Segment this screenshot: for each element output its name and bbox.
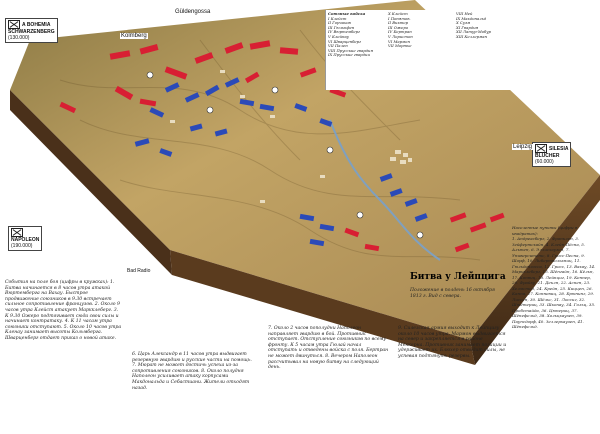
place-label: Leipzig — [513, 144, 533, 150]
legend-french-item: VIII Ней — [456, 11, 473, 16]
legend-french-item: VII Мортье — [388, 43, 412, 49]
legend-allied-item: IX Прусские гвардии — [328, 52, 370, 58]
map-subtitle: Положение в полдень 16 октября 1813 г. Вид с севера. — [410, 288, 495, 299]
legend-allied-item: II Горчаков — [328, 20, 351, 26]
events-column-4: 9. Силезская армия выходит к Лейпцигу около 10 часов утра. Мармон выдвигается на север и закрепляется в районе Мёккерна. Противник занимает позиции и удерживает их. Блюхер отводит силы, не успевая подтянуть резервы. — [398, 326, 507, 359]
army-name: NAPOLEON — [11, 237, 40, 243]
legend-places-title: Населенные пункты (цифры в квадратах): — [512, 225, 578, 236]
army-strength: (190.000) — [11, 243, 33, 249]
legend-allied-item: VII Пален — [328, 43, 348, 49]
legend-allied — [328, 12, 386, 58]
legend-french-item: X Клейст — [388, 11, 408, 16]
legend-units — [325, 10, 600, 90]
army-strength: (130.000) — [8, 35, 30, 41]
legend-allied-title: Союзные войска — [328, 11, 366, 16]
legend-french-item: V Лористон — [388, 33, 413, 39]
legend-allied-item: VI Шварценберг — [328, 38, 361, 44]
army-flag-icon — [8, 20, 20, 29]
place-label: Güldengossa — [175, 9, 211, 15]
legend-french-item: XI Гвардия — [456, 24, 479, 30]
army-name: SILESIA — [549, 145, 569, 152]
legend-french-item: XII Латур-Мобур — [456, 29, 491, 35]
legend-french-item: III Ожеро — [388, 24, 409, 30]
legend-french-item: IV Бертран — [388, 29, 412, 35]
legend-french-item: XIII Келлерман — [456, 33, 488, 39]
legend-french-item: VI Мармон — [388, 38, 410, 44]
army-commander: BLÜCHER — [535, 153, 560, 159]
army-label-napoleon — [8, 226, 42, 251]
legend-places — [512, 225, 598, 330]
legend-allied-item: III Гюльпфен — [328, 24, 355, 30]
army-label-bohemia — [5, 18, 58, 43]
legend-french-item: II Виктор — [388, 20, 409, 26]
place-label: Kolmberg — [121, 33, 147, 39]
army-flag-icon — [535, 144, 547, 153]
map-title: Битва у Лейпцига — [410, 272, 506, 282]
events-column-1: События на поле боя (цифры в кружках): 1. Битва начинается в 8 часов утра атакой Вюртемберга на Вахау. Быстрое продвижение союзников в 9.30 встречает сильное сопротивление французов. 2. Около 9 часов утра Клейст атакует Маркклеберг. 3. К 9.30 Ожеро подтягивает сюда свои силы и начинает контратаку. 4. К 11 часам утра союзники отступают. 5. Около 10 часов утра Кленау занимает высоты Кольмберга. Шварценберг отдает приказ о новой атаке. — [5, 280, 122, 341]
army-commander: SCHWARZENBERG — [8, 29, 55, 35]
legend-french-item: I Понятов. — [388, 15, 411, 21]
legend-french — [388, 12, 444, 49]
legend-french-item: IX Макдональд — [456, 15, 487, 21]
legend-allied-item: I Клейст — [328, 15, 347, 21]
legend-french-item: X Суэм — [456, 20, 471, 26]
army-strength: (60.000) — [535, 159, 554, 165]
place-label: Bad Radio — [127, 268, 151, 274]
legend-allied-item: VIII Прусские гвардия — [328, 47, 374, 53]
legend-allied-item: V Клейнау — [328, 33, 349, 39]
events-column-3: 7. Около 2 часов пополудни Наполеон направляет гвардию в бой. Противник отступает. Отступление союзников по всему фронту. К 5 часам утра Гюлай начал отступать и отведены войска с поля. Бертран не может двинуться. 8. Вечером Наполеон рассчитывал на новую битву на следующий день. — [268, 326, 389, 371]
legend-french-right — [456, 12, 516, 40]
legend-allied-item: IV Вюртемберг — [328, 29, 360, 35]
legend-allied-list — [328, 17, 386, 58]
legend-places-list: 1. Андреасберг, 2. Франклен, 3. Зейфертсхайн, 4. Клейн-Пёснa, 5. Альтен, 6. Эллисхаузен, 7. Университетс, 8. Гросс-Песна, 9. Шорф, 10. Либертволькниц, 11. Гюльденгосса, 12. Гросс, 13. Вахау, 14. Маркклеберг, 15. Шёнгайн, 16. Кёльн, 17. Конвиц, 18. Лейпциг, 19. Кеннер, 20. Фрайзу, 21. Деклн, 22. Аспен, 23. Хелмстед, 24. Крейн, 25. Киццен, 26. Канна, 27. Конневиц, 28. Брюнинг, 29. Лиссен, 30. Шёльс, 31. Лоссиг, 32. Штётериц, 33. Шкопау, 34. Гольц, 35. Пробстайда, 36. Цюнериц, 37. Шёнефельд, 38. Хольцхаузен, 39. Паунсдорф, 40. Зеллерхаузен, 41. Шёнефельд. — [512, 236, 596, 329]
army-name: A BOHEMIA — [22, 21, 51, 28]
army-flag-icon — [11, 228, 23, 237]
army-label-silesia — [532, 142, 571, 167]
events-column-2: 6. Царь Александр в 11 часов утра выдвигает резервную гвардию и русские части на помощь. 7. Мюрат не может достичь успеха из-за сопротивления союзников. 8. Около полудня Наполеон усиливает атаку корпусами Макдональда и Себастиани. Жители отходят назад. — [132, 352, 252, 391]
